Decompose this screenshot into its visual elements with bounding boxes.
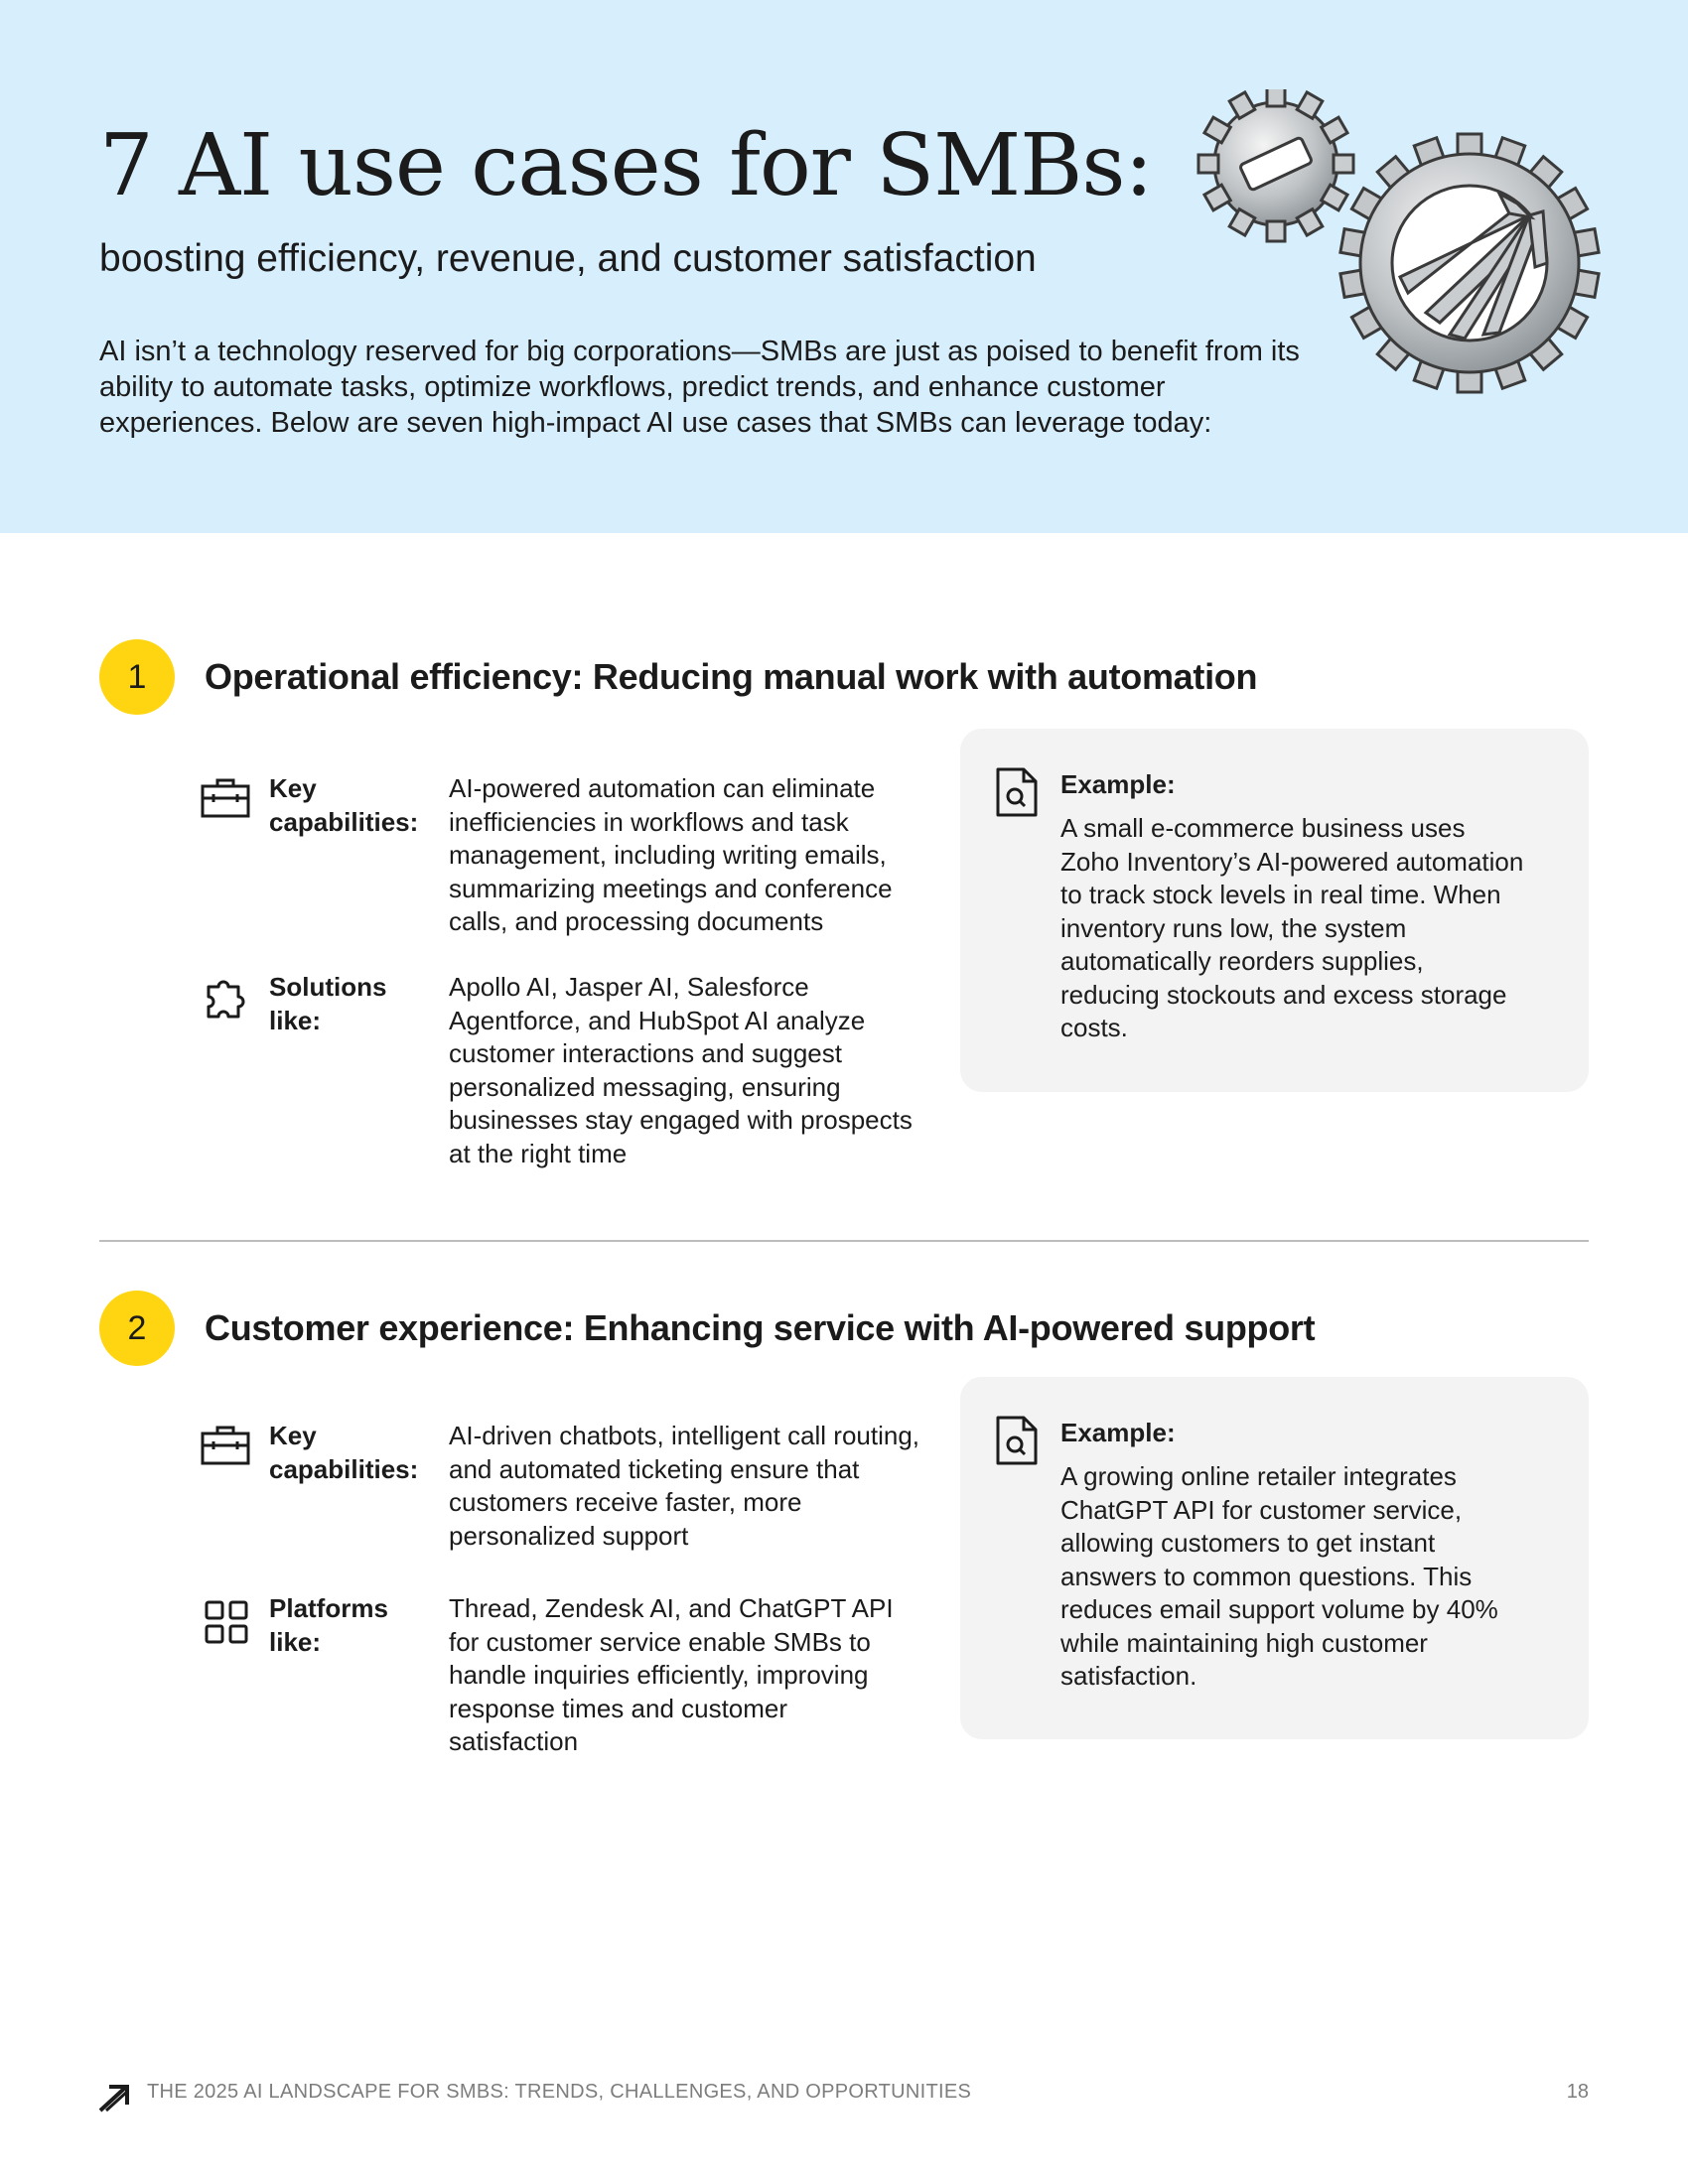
example-text: A small e-commerce business uses Zoho Inventory’s AI-powered automation to track stock levels in real time. When inventory runs low, the system automatically reorders supplies, reducing stockouts and excess storage costs.	[1060, 813, 1524, 1042]
section-divider	[99, 1240, 1589, 1242]
page-number: 18	[1566, 2081, 1589, 2103]
key-capabilities-label: Key capabilities:	[269, 773, 419, 837]
example-card	[960, 729, 1589, 1092]
example-label: Example:	[1060, 769, 1176, 799]
platforms-text: Thread, Zendesk AI, and ChatGPT API for customer service enable SMBs to handle inquiries efficiently, improving response times and customer satisfaction	[449, 1593, 894, 1756]
key-capabilities-text: AI-powered automation can eliminate inefficiencies in workflows and task management, including writing emails, summarizing meetings and conference calls, and processing documents	[449, 773, 893, 936]
example-text: A growing online retailer integrates ChatGPT API for customer service, allowing customers to get instant answers to common questions. This reduces email support volume by 40% while maintaining high customer satisfaction.	[1060, 1461, 1498, 1691]
key-capabilities-label: Key capabilities:	[269, 1421, 419, 1484]
section-number-badge: 2	[99, 1291, 175, 1366]
briefcase-icon	[201, 774, 252, 826]
document-search-icon	[994, 1415, 1040, 1466]
arrow-logo-icon	[97, 2082, 131, 2114]
gears-illustration	[1196, 89, 1614, 402]
example-card	[960, 1377, 1589, 1739]
document-search-icon	[994, 766, 1040, 818]
platforms-label: Platforms like:	[269, 1593, 388, 1657]
footer-document-title: THE 2025 AI LANDSCAPE FOR SMBS: TRENDS, CHALLENGES, AND OPPORTUNITIES	[147, 2081, 972, 2103]
page-subtitle: boosting efficiency, revenue, and customer satisfaction	[99, 237, 1037, 280]
section-number-badge: 1	[99, 639, 175, 715]
grid-icon	[201, 1596, 252, 1648]
key-capabilities-text: AI-driven chatbots, intelligent call routing, and automated ticketing ensure that customers receive faster, more personalized support	[449, 1421, 920, 1551]
page-title: 7 AI use cases for SMBs:	[99, 116, 1153, 215]
solutions-label: Solutions like:	[269, 972, 387, 1035]
puzzle-icon	[201, 971, 252, 1023]
section-title: Operational efficiency: Reducing manual work with automation	[205, 656, 1258, 697]
solutions-text: Apollo AI, Jasper AI, Salesforce Agentforce, and HubSpot AI analyze customer interactions and suggest personalized messaging, ensuring businesses stay engaged with prospects at the right time	[449, 972, 913, 1168]
section-title: Customer experience: Enhancing service with AI-powered support	[205, 1307, 1316, 1348]
intro-paragraph: AI isn’t a technology reserved for big corporations—SMBs are just as poised to benefit from its ability to automate tasks, optimize workflows, predict trends, and enhance customer experiences. Below are seven high-impact AI use cases that SMBs can leverage today:	[99, 336, 1300, 439]
briefcase-icon	[201, 1422, 252, 1473]
hero-banner	[0, 0, 1688, 533]
example-label: Example:	[1060, 1418, 1176, 1447]
